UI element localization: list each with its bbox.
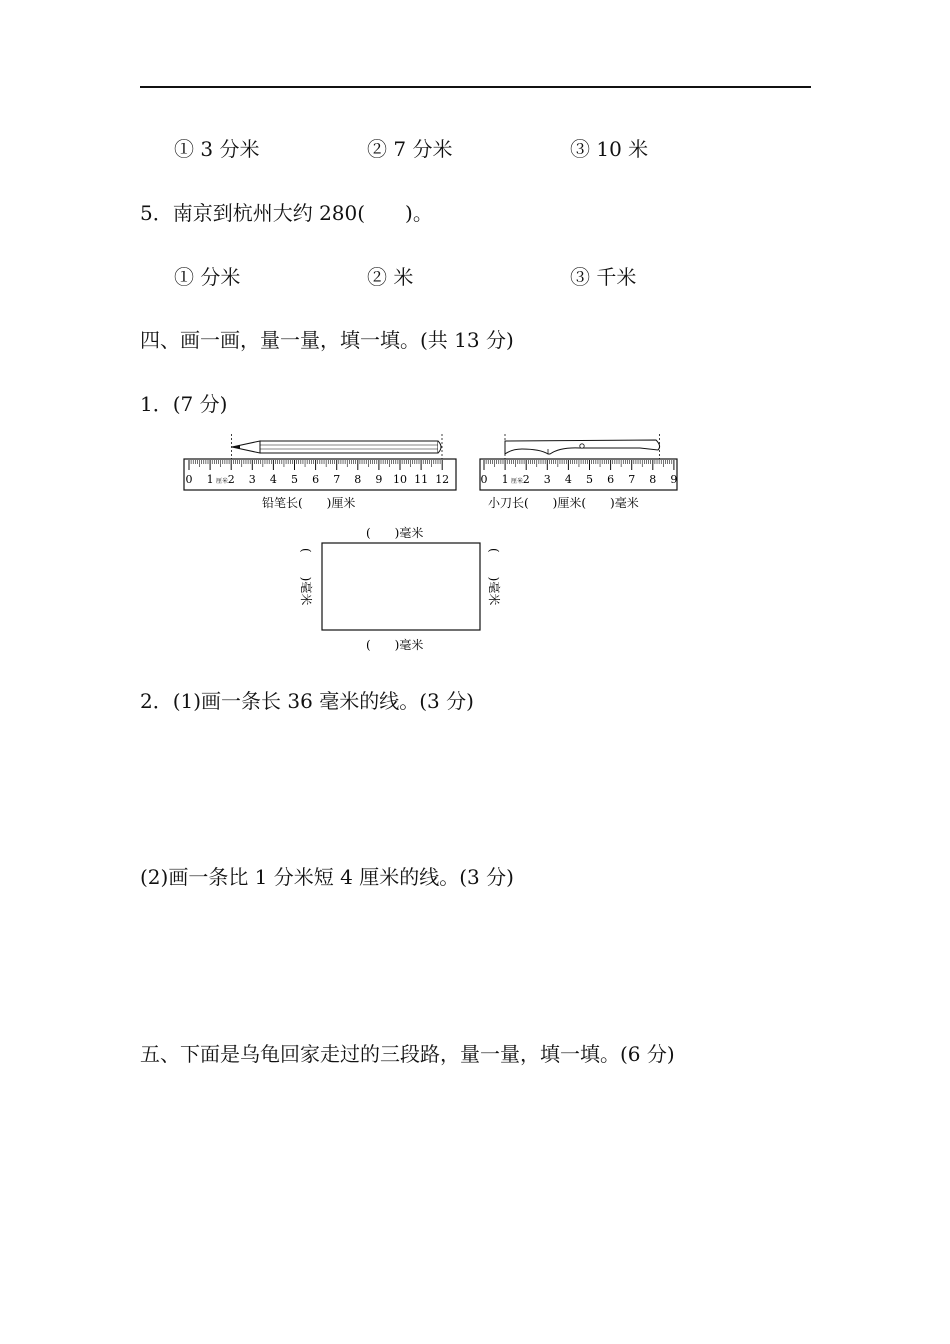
ruler-tick-label: 0 [185,473,193,486]
q4-option-3: ③ 10 米 [570,137,649,161]
ruler-tick-label: 2 [522,473,530,486]
q5-option-3: ③ 千米 [570,265,637,289]
ruler-tick-label: 4 [564,473,572,486]
q1-label: 1．(7 分) [140,392,228,416]
rect-bottom-label: ( )毫米 [366,638,424,652]
ruler-tick-label: 7 [628,473,636,486]
ruler-tick-label: 11 [414,473,429,486]
ruler2-unit-mark: 厘米 [511,478,524,485]
pencil-caption: 铅笔长( )厘米 [262,496,356,510]
rect-left-label: ( )毫米 [299,548,313,606]
ruler-tick-label: 2 [227,473,235,486]
ruler-tick-label: 10 [393,473,407,486]
measurement-figure [0,430,950,665]
q5-option-2: ② 米 [367,265,414,289]
ruler-tick-label: 7 [333,473,341,486]
ruler-tick-label: 12 [435,473,450,486]
pencil-icon [232,434,443,460]
ruler-tick-label: 0 [480,473,488,486]
knife-icon [505,434,660,460]
q2-part2: (2)画一条比 1 分米短 4 厘米的线。(3 分) [140,865,514,889]
ruler-tick-label: 5 [291,473,298,486]
ruler-tick-label: 3 [248,473,256,486]
q4-option-2: ② 7 分米 [367,137,453,161]
section4-title: 四、画一画，量一量，填一填。(共 13 分) [140,328,514,352]
ruler-tick-label: 6 [607,473,615,486]
section5-title: 五、下面是乌龟回家走过的三段路，量一量，填一填。(6 分) [140,1042,675,1066]
ruler-tick-label: 9 [375,473,383,486]
ruler-tick-label: 5 [586,473,593,486]
ruler1-unit-mark: 厘米 [216,478,229,485]
ruler-tick-label: 8 [649,473,657,486]
rect-right-label: ( )毫米 [487,548,501,606]
ruler-12cm [184,459,456,490]
header-rule [140,86,811,88]
q5-option-1: ① 分米 [174,265,241,289]
ruler-tick-label: 1 [206,473,214,486]
q4-option-1: ① 3 分米 [174,137,260,161]
ruler-tick-label: 9 [670,473,678,486]
ruler-tick-label: 6 [312,473,320,486]
ruler-tick-label: 8 [354,473,362,486]
ruler-9cm [480,459,677,490]
q5-stem: 5．南京到杭州大约 280( )。 [140,201,433,225]
ruler-tick-label: 1 [501,473,509,486]
knife-caption: 小刀长( )厘米( )毫米 [488,496,639,510]
rect-top-label: ( )毫米 [366,526,424,540]
ruler-tick-label: 3 [543,473,551,486]
ruler-tick-label: 4 [269,473,277,486]
q2-part1: 2．(1)画一条长 36 毫米的线。(3 分) [140,689,474,713]
measure-rectangle [322,543,480,630]
